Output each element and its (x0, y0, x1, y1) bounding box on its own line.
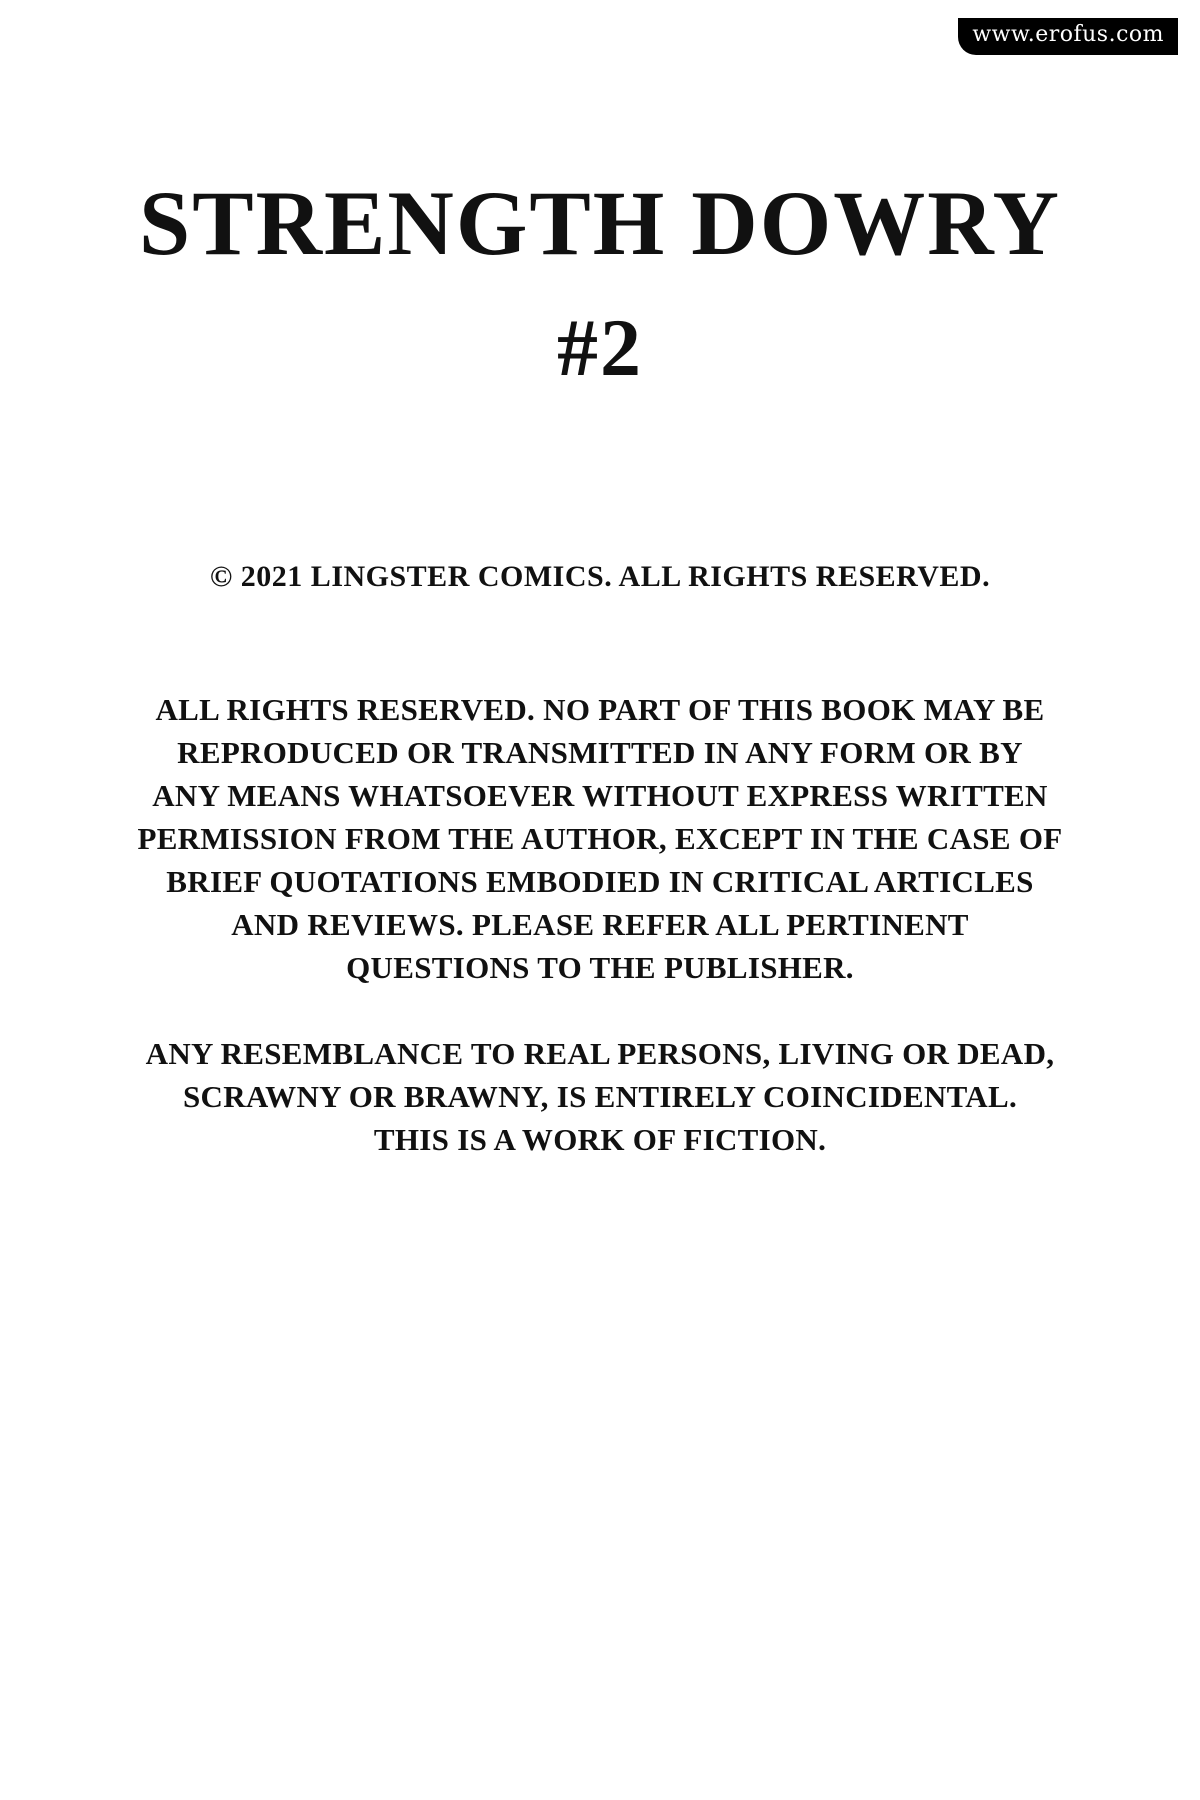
rights-line: BRIEF QUOTATIONS EMBODIED IN CRITICAL ARTICLES (166, 864, 1034, 899)
issue-number: #2 (557, 302, 643, 393)
page-title: STRENGTH DOWRY (139, 172, 1061, 274)
watermark-url: www.erofus.com (958, 18, 1178, 55)
rights-line: ALL RIGHTS RESERVED. NO PART OF THIS BOOK MAY BE (155, 692, 1045, 727)
fiction-line: THIS IS A WORK OF FICTION. (373, 1122, 827, 1157)
rights-paragraph (100, 688, 1100, 989)
rights-line: REPRODUCED OR TRANSMITTED IN ANY FORM OR BY (177, 735, 1023, 770)
rights-line: PERMISSION FROM THE AUTHOR, EXCEPT IN THE CASE OF (137, 821, 1063, 856)
copyright-line: © 2021 LINGSTER COMICS. ALL RIGHTS RESERVED. (209, 560, 991, 593)
fiction-line: SCRAWNY OR BRAWNY, IS ENTIRELY COINCIDENTAL. (182, 1079, 1018, 1114)
rights-line: QUESTIONS TO THE PUBLISHER. (346, 950, 854, 985)
rights-line: ANY MEANS WHATSOEVER WITHOUT EXPRESS WRITTEN (152, 778, 1048, 813)
rights-line: AND REVIEWS. PLEASE REFER ALL PERTINENT (231, 907, 969, 942)
fiction-line: ANY RESEMBLANCE TO REAL PERSONS, LIVING OR DEAD, (145, 1036, 1055, 1071)
fiction-disclaimer (100, 1032, 1100, 1161)
